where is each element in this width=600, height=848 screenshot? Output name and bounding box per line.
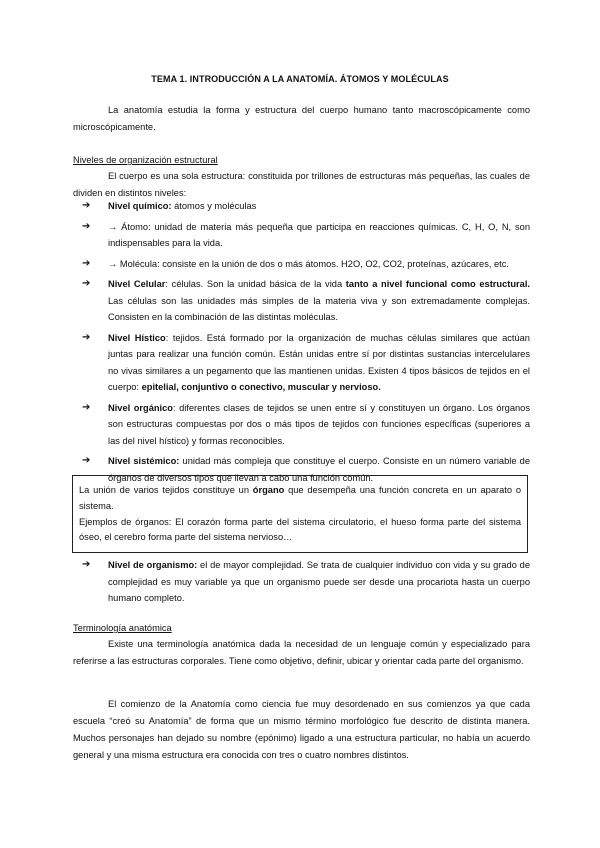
list-item-nivel-sistemico: ➔ Nivel sistémico: unidad más compleja que constituye el cuerpo. Consiste en un número variable de órganos de diversos tipos que llevan a cabo una función común. — [82, 455, 531, 483]
box-line-ejemplos: Ejemplos de órganos: El corazón forma parte del sistema circulatorio, el hueso forma parte del sistema óseo, el cerebro forma parte del sistema nervioso… — [79, 516, 521, 543]
arrow-bullet-icon: ➔ — [82, 401, 91, 413]
list-item-nivel-organismo: ➔ Nivel de organismo: el de mayor complejidad. Se trata de cualquier individuo con vida y su grado de complejidad es muy variable ya que un organismo puede ser desde una procariota hasta un cuerpo humano completo. — [82, 559, 531, 603]
arrow-bullet-icon: ➔ — [82, 257, 91, 269]
box-line-organo: La unión de varios tejidos constituye un órgano que desempeña una función concreta en un aparato o sistema. — [79, 485, 521, 511]
terminologia-heading: Terminología anatómica — [73, 623, 172, 633]
niveles-intro-paragraph: El cuerpo es una sola estructura: constituida por trillones de estructuras más pequeñas, las cuales de dividen en distintos niveles: — [73, 171, 530, 198]
list-item-nivel-quimico: ➔ Nivel químico: átomos y moléculas — [82, 198, 530, 215]
arrow-bullet-icon: ➔ — [82, 278, 91, 289]
arrow-bullet-icon: ➔ — [82, 455, 91, 466]
list-item-molecula: ➔ → Molécula: consiste en la unión de dos o más átomos. H2O, O2, CO2, proteínas, azúcares, etc. — [82, 256, 530, 273]
arrow-bullet-icon: ➔ — [82, 331, 91, 343]
terminologia-paragraph-2: El comienzo de la Anatomía como ciencia fue muy desordenado en sus comienzos ya que cada escuela “creó su Anatomía” de forma que un mismo término morfológico fue descrito de distinta manera. Muchos personajes han dejado su nombre (epónimo) ligado a una estructura particular, no había un acuerdo general y una misma estructura era conocida con tres o cuatro nombres distintos. — [73, 699, 530, 760]
arrow-bullet-icon: ➔ — [82, 559, 91, 570]
organ-info-box — [72, 475, 528, 553]
niveles-heading: Niveles de organización estructural — [73, 155, 218, 165]
list-item-nivel-celular: ➔ Nivel Celular: células. Son la unidad básica de la vida tanto a nivel funcional como estructural. Las células son las unidades más simples de la materia viva y son extremadamente complejas. Consisten en la combinación de las distintas moléculas. — [82, 278, 530, 322]
niveles-list — [82, 198, 530, 490]
organismo-list — [82, 557, 530, 611]
intro-paragraph: La anatomía estudia la forma y estructura del cuerpo humano tanto macroscópicamente como microscópicamente. — [73, 105, 530, 132]
arrow-bullet-icon: ➔ — [82, 200, 91, 211]
list-item-nivel-histico: ➔ Nivel Hístico: tejidos. Está formado por la organización de muchas células similares que actúan juntas para realizar una función común. Están unidas entre sí por distintas sustancias intercelulares no vivas similares a un pegamento que las mantienen unidas. Existen 4 tipos básicos de tejidos en el cuerpo: epitelial, conjuntivo o conectivo, muscular y nervioso. — [82, 331, 530, 392]
list-item-atomo: ➔ → Átomo: unidad de materia más pequeña que participa en reacciones químicas. C, H, O, N, son indispensables para la vida. — [82, 220, 530, 248]
list-item-nivel-organico: ➔ Nivel orgánico: diferentes clases de tejidos se unen entre sí y constituyen un órgano. Los órganos son estructuras compuestas por dos o más tipos de tejidos con funciones específicas (superiores a las del nivel hístico) y formas reconocibles. — [82, 401, 531, 446]
arrow-bullet-icon: ➔ — [82, 220, 91, 232]
terminologia-paragraph-1: Existe una terminología anatómica dada la necesidad de un lenguaje común y especializado para referirse a las estructuras corporales. Tiene como objetivo, definir, ubicar y orientar cada parte del organismo. — [73, 639, 530, 666]
document-title: TEMA 1. INTRODUCCIÓN A LA ANATOMÍA. ÁTOMOS Y MOLÉCULAS — [151, 74, 449, 84]
